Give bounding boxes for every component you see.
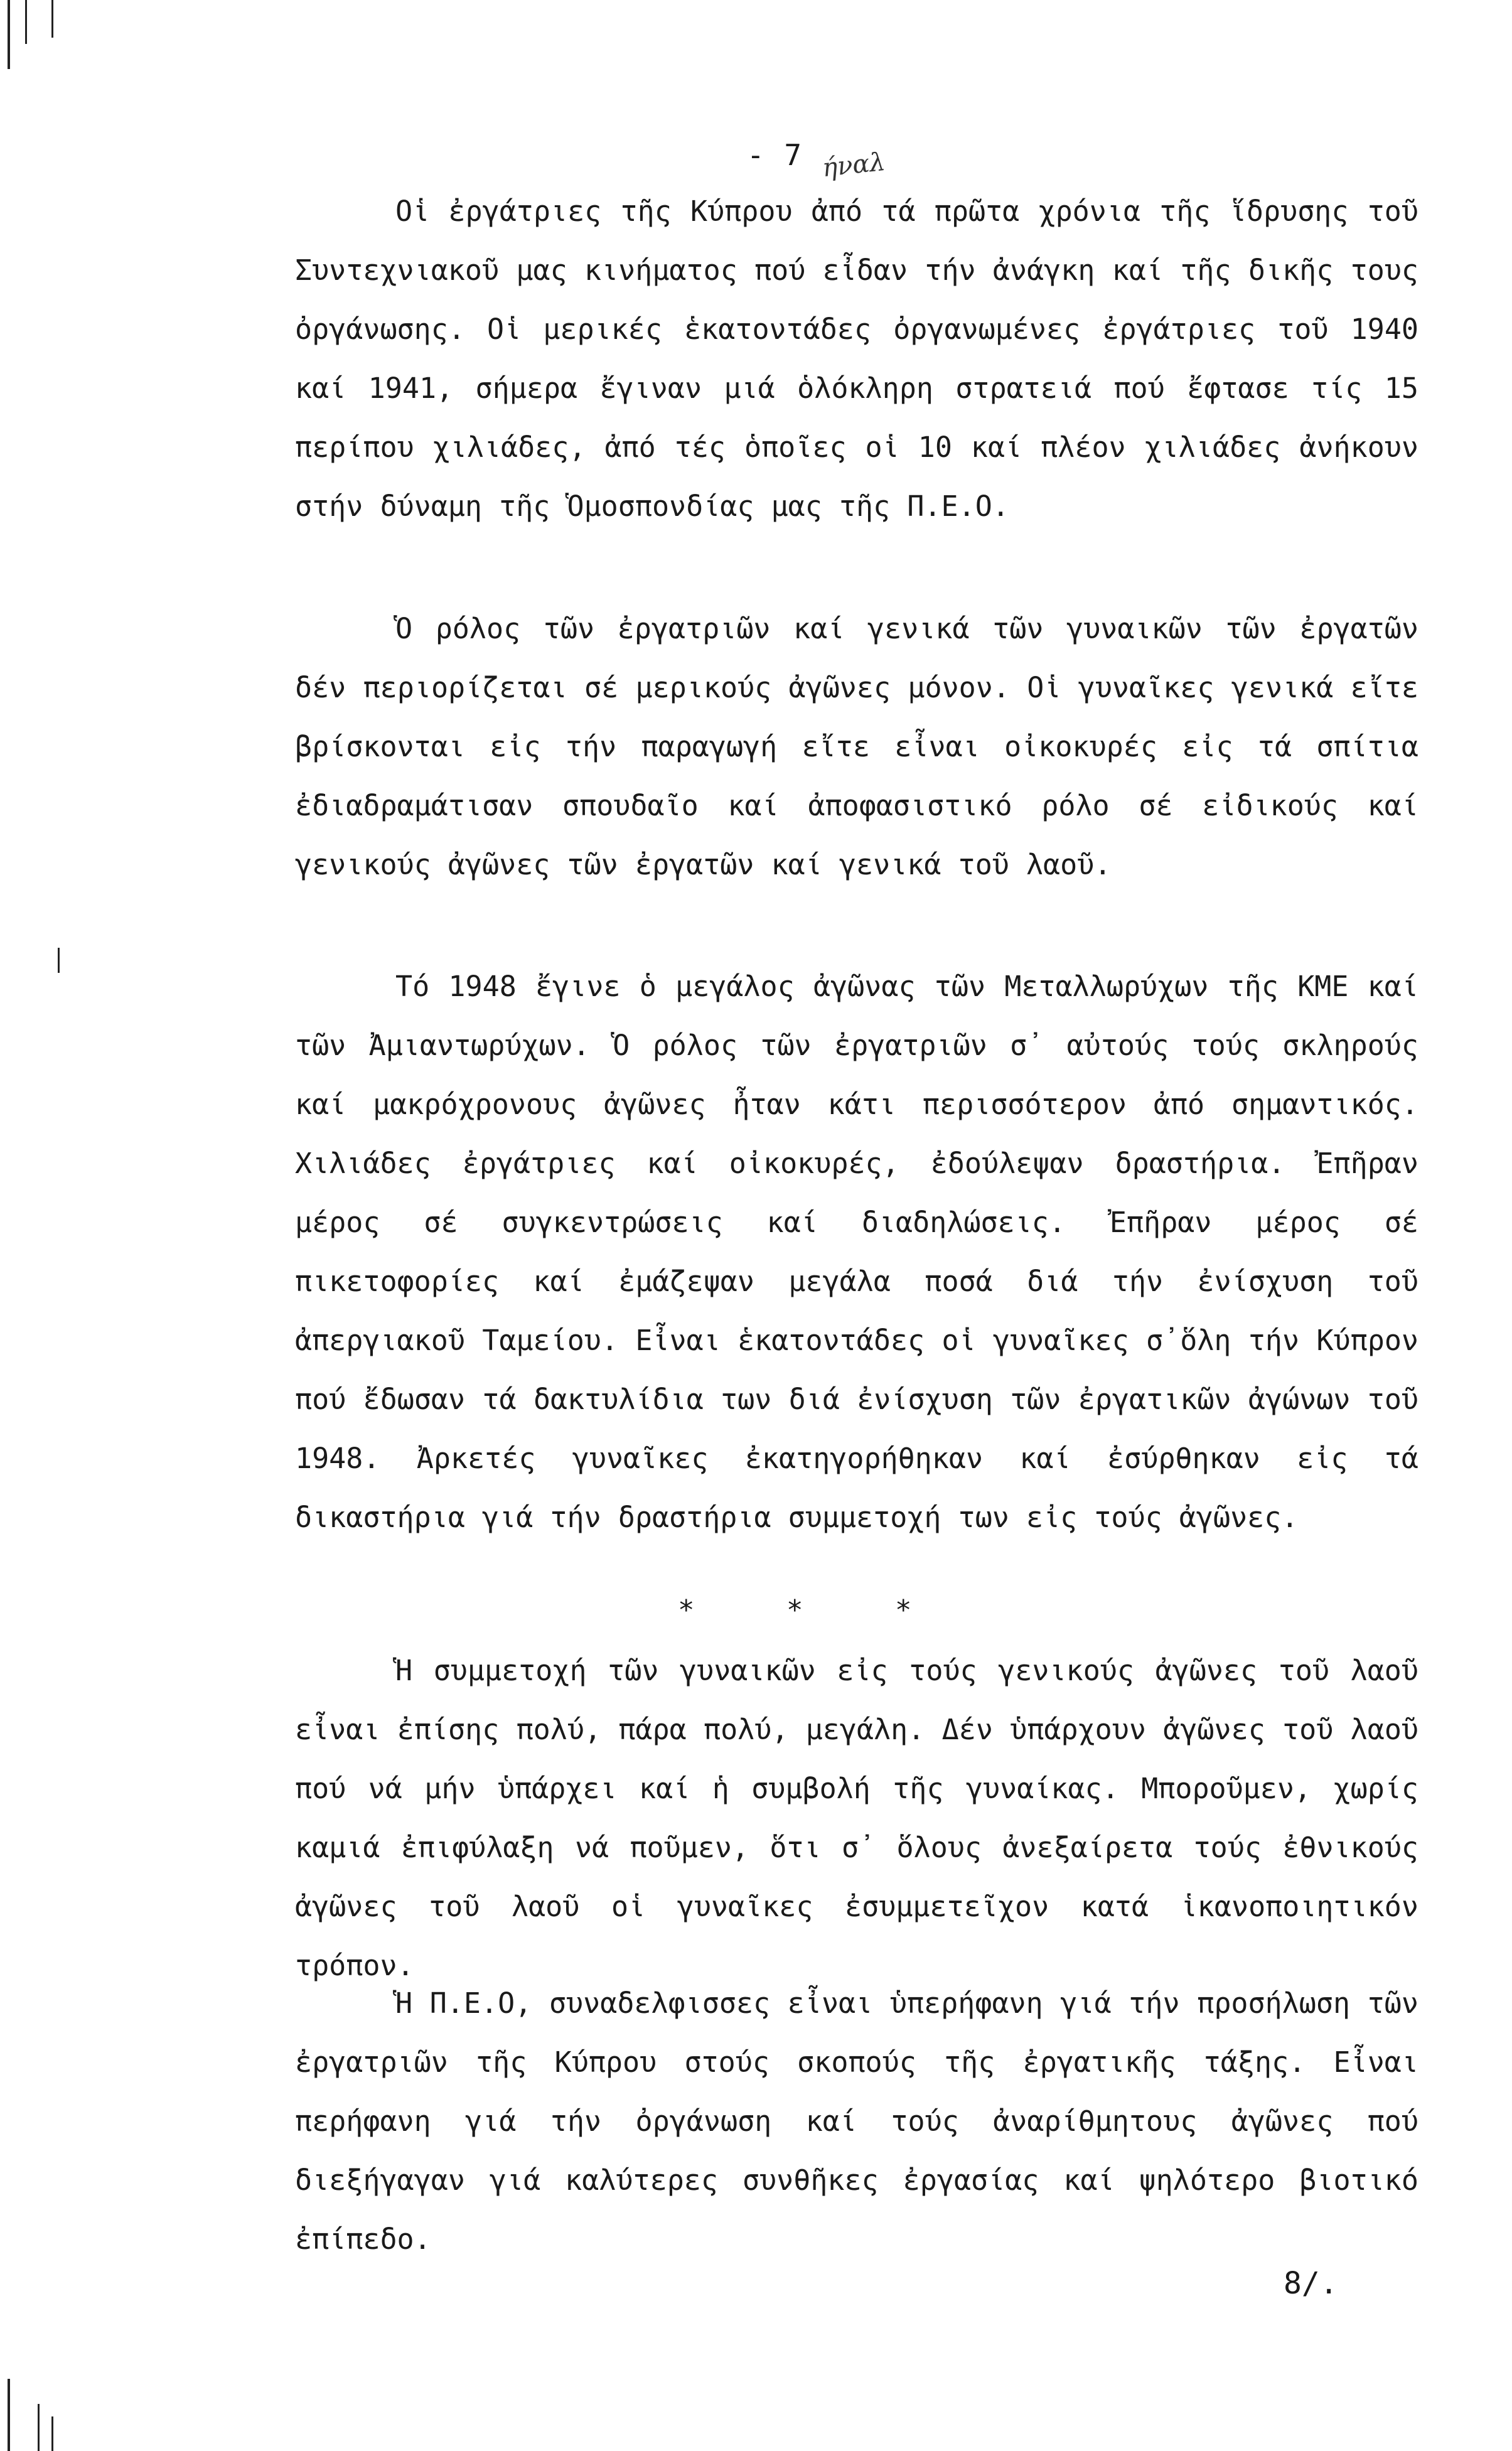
left-edge-mark [8, 0, 10, 69]
left-edge-mark [58, 948, 60, 973]
page-number: - 7 [747, 138, 803, 172]
continuation-marker: 8/. [1284, 2266, 1338, 2301]
paragraph-national-struggles: Ἡ συμμετοχή τῶν γυναικῶν εἰς τούς γενικούς ἀγῶνες τοῦ λαοῦ εἶναι ἐπίσης πολύ, πάρα πολύ, μεγάλη. Δέν ὑπάρχουν ἀγῶνες τοῦ λαοῦ πού νά μήν ὑπάρχει καί ἡ συμβολή τῆς γυναίκας. Μποροῦμεν, χωρίς καμιά ἐπιφύλαξη νά ποῦμεν, ὅτι σ᾿ ὅλους ἀνεξαίρετα τούς ἐθνικούς ἀγῶνες τοῦ λαοῦ οἱ γυναῖκες ἐσυμμετεῖχον κατά ἱκανοποιητικόν τρόπον. [295, 1654, 1418, 1982]
left-edge-mark [51, 2416, 53, 2451]
paragraph-role-of-women: Ὁ ρόλος τῶν ἐργατριῶν καί γενικά τῶν γυναικῶν τῶν ἐργατῶν δέν περιορίζεται σέ μερικούς ἀγῶνες μόνον. Οἱ γυναῖκες γενικά εἴτε βρίσκονται εἰς τήν παραγωγή εἴτε εἶναι οἰκοκυρές εἰς τά σπίτια ἐδιαδραμάτισαν σπουδαῖο καί ἀποφασιστικό ρόλο σέ εἰδικούς καί γενικούς ἀγῶνες τῶν ἐργατῶν καί γενικά τοῦ λαοῦ. [295, 612, 1418, 881]
section-divider: * * * [678, 1594, 950, 1626]
paragraph-peo-pride: Ἡ Π.Ε.Ο, συναδελφισσες εἶναι ὑπερήφανη γιά τήν προσήλωση τῶν ἐργατριῶν τῆς Κύπρου στούς σκοπούς τῆς ἐργατικῆς τάξης. Εἶναι περήφανη γιά τήν ὀργάνωση καί τούς ἀναρίθμητους ἀγῶνες πού διεξήγαγαν γιά καλύτερες συνθῆκες ἐργασίας καί ψηλότερο βιοτικό ἐπίπεδο. [295, 1987, 1418, 2256]
paragraph-women-workers-history: Οἱ ἐργάτριες τῆς Κύπρου ἀπό τά πρῶτα χρόνια τῆς ἵδρυσης τοῦ Συντεχνιακοῦ μας κινήματος πού εἶδαν τήν ἀνάγκη καί τῆς δικῆς τους ὀργάνωσης. Οἱ μερικές ἑκατοντάδες ὀργανωμένες ἐργάτριες τοῦ 1940 καί 1941, σήμερα ἔγιναν μιά ὁλόκληρη στρατειά πού ἔφτασε τίς 15 περίπου χιλιάδες, ἀπό τές ὁποῖες οἱ 10 καί πλέον χιλιάδες ἀνήκουν στήν δύναμη τῆς Ὁμοσπονδίας μας τῆς Π.Ε.Ο. [295, 195, 1418, 523]
left-edge-mark [8, 2379, 10, 2451]
left-edge-mark [25, 0, 27, 44]
handwritten-note: ήναλ [820, 147, 887, 183]
left-edge-mark [51, 0, 53, 38]
paragraph-1948-strike: Τό 1948 ἔγινε ὁ μεγάλος ἀγῶνας τῶν Μεταλλωρύχων τῆς ΚΜΕ καί τῶν Ἀμιαντωρύχων. Ὁ ρόλος τῶν ἐργατριῶν σ᾿ αὐτούς τούς σκληρούς καί μακρόχρονους ἀγῶνες ἦταν κάτι περισσότερον ἀπό σημαντικός. Χιλιάδες ἐργάτριες καί οἰκοκυρές, ἐδούλεψαν δραστήρια. Ἐπῆραν μέρος σέ συγκεντρώσεις καί διαδηλώσεις. Ἐπῆραν μέρος σέ πικετοφορίες καί ἐμάζεψαν μεγάλα ποσά διά τήν ἐνίσχυση τοῦ ἀπεργιακοῦ Ταμείου. Εἶναι ἑκατοντάδες οἱ γυναῖκες σ᾿ὅλη τήν Κύπρον πού ἔδωσαν τά δακτυλίδια των διά ἐνίσχυση τῶν ἐργατικῶν ἀγώνων τοῦ 1948. Ἀρκετές γυναῖκες ἐκατηγορήθηκαν καί ἐσύρθηκαν εἰς τά δικαστήρια γιά τήν δραστήρια συμμετοχή των εἰς τούς ἀγῶνες. [295, 970, 1418, 1534]
left-edge-mark [38, 2404, 40, 2451]
